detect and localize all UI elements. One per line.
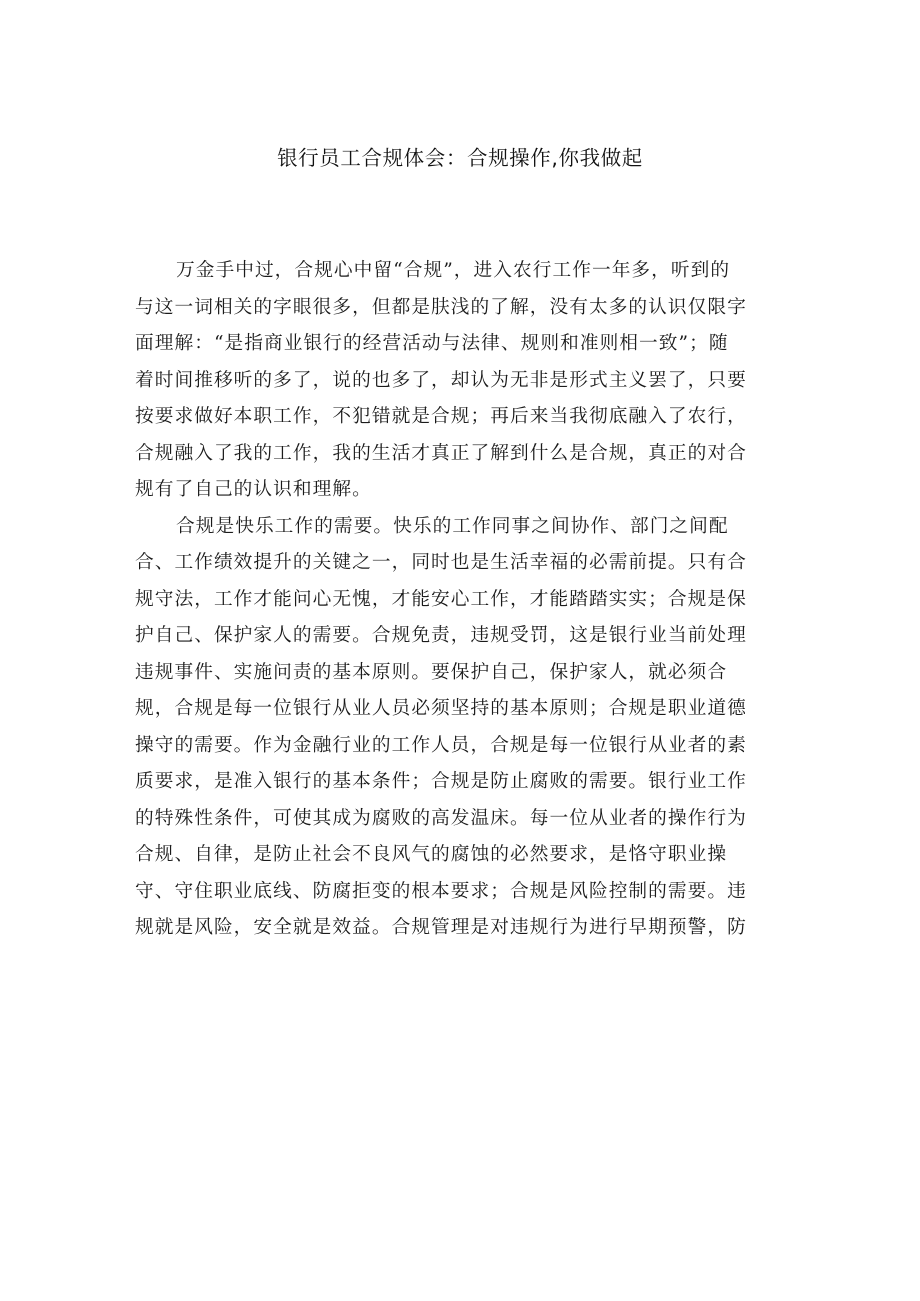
document-body (135, 253, 761, 947)
paragraph-line: 合规是快乐工作的需要。快乐的工作同事之间协作、部门之间配 (176, 515, 729, 537)
document-title: 银行员工合规体会：合规操作,你我做起 (277, 146, 643, 170)
paragraph-line: 规有了自己的认识和理解。 (135, 479, 372, 500)
paragraph-line: 合规、自律，是防止社会不良风气的腐蚀的必然要求，是恪守职业操 (135, 844, 728, 865)
paragraph-line: 违规事件、实施问责的基本原则。要保护自己，保护家人，就必须合 (135, 661, 728, 683)
paragraph-line: 合规融入了我的工作，我的生活才真正了解到什么是合规，真正的对合 (135, 442, 747, 464)
paragraph-line: 规守法，工作才能问心无愧，才能安心工作，才能踏踏实实；合规是保 (135, 588, 747, 610)
paragraph-line: 规，合规是每一位银行从业人员必须坚持的基本原则；合规是职业道德 (135, 698, 747, 719)
paragraph-line: 面理解：“是指商业银行的经营活动与法律、规则和准则相一致”；随 (135, 333, 729, 354)
paragraph-1 (135, 253, 761, 509)
paragraph-line: 操守的需要。作为金融行业的工作人员，合规是每一位银行从业者的素 (135, 734, 747, 756)
paragraph-line: 合、工作绩效提升的关键之一，同时也是生活幸福的必需前提。只有合 (135, 552, 747, 573)
paragraph-line: 按要求做好本职工作，不犯错就是合规；再后来当我彻底融入了农行， (135, 406, 747, 427)
paragraph-line: 质要求，是准入银行的基本条件；合规是防止腐败的需要。银行业工作 (135, 771, 747, 792)
paragraph-2 (135, 509, 761, 947)
paragraph-line: 护自己、保护家人的需要。合规免责，违规受罚，这是银行业当前处理 (135, 625, 747, 646)
paragraph-line: 规就是风险，安全就是效益。合规管理是对违规行为进行早期预警，防 (135, 917, 747, 938)
paragraph-line: 与这一词相关的字眼很多，但都是肤浅的了解，没有太多的认识仅限字 (135, 296, 747, 318)
paragraph-line: 的特殊性条件，可使其成为腐败的高发温床。每一位从业者的操作行为 (135, 807, 747, 829)
paragraph-line: 守、守住职业底线、防腐拒变的根本要求；合规是风险控制的需要。违 (135, 880, 747, 902)
paragraph-line: 万金手中过，合规心中留“合规”，进入农行工作一年多，听到的 (176, 260, 731, 281)
paragraph-line: 着时间推移听的多了，说的也多了，却认为无非是形式主义罢了，只要 (135, 369, 747, 391)
